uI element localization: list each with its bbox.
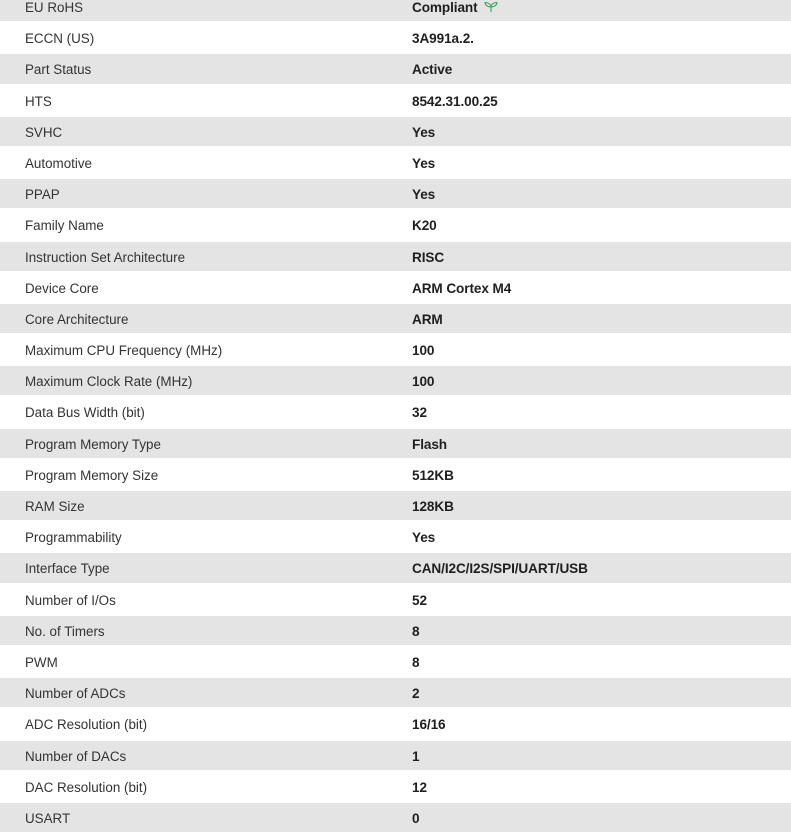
spec-row-pwm [0,647,791,678]
spec-value: Yes [412,155,436,171]
spec-value: Active [412,62,453,78]
spec-value: 100 [412,374,435,390]
spec-value: Yes [412,187,436,203]
spec-value: 0 [412,810,420,826]
spec-row-program-memory-type [0,429,791,460]
spec-row-eu-rohs [0,0,791,23]
spec-row-ppap [0,179,791,210]
spec-label: Interface Type [25,561,110,577]
spec-value: CAN/I2C/I2S/SPI/UART/USB [412,561,588,577]
spec-row-programmability [0,522,791,553]
spec-label: Program Memory Type [25,436,161,452]
spec-row-interface-type [0,553,791,584]
spec-label: RAM Size [25,499,85,514]
spec-value: Flash [412,436,448,452]
leaf-icon [484,0,498,5]
spec-row-dac-resolution [0,772,791,803]
spec-label: Number of I/Os [25,592,116,608]
spec-value [412,0,498,23]
spec-row-program-memory-size [0,460,791,491]
spec-row-max-cpu-frequency [0,335,791,366]
spec-value: 12 [412,779,427,795]
spec-label: Automotive [25,155,92,171]
spec-label: Part Status [25,62,92,78]
spec-value: 100 [412,343,435,359]
spec-row-number-of-dacs [0,741,791,772]
spec-row-eccn [0,23,791,54]
spec-value: 52 [412,592,427,608]
spec-value: 8 [412,623,420,639]
spec-label: EU RoHS [25,0,84,15]
spec-label: Programmability [25,530,122,546]
spec-label: Maximum CPU Frequency (MHz) [25,343,223,359]
spec-row-svhc [0,117,791,148]
spec-label: HTS [25,93,52,109]
spec-label: No. of Timers [25,623,105,639]
spec-label: SVHC [25,124,63,140]
spec-label: Instruction Set Architecture [25,249,186,265]
spec-value: 16/16 [412,717,446,733]
spec-label: Program Memory Size [25,467,159,483]
spec-value: 8542.31.00.25 [412,93,498,109]
spec-label: DAC Resolution (bit) [25,779,148,795]
spec-value: 2 [412,686,420,702]
spec-row-number-of-ios [0,585,791,616]
spec-label: Data Bus Width (bit) [25,405,145,421]
spec-value: ARM [412,311,443,327]
spec-label: PPAP [25,187,60,203]
spec-value: 512KB [412,467,454,483]
spec-value: Yes [412,530,436,546]
spec-row-usart [0,803,791,834]
spec-label: Device Core [25,280,99,296]
spec-label: Core Architecture [25,311,129,327]
spec-value: 1 [412,748,420,764]
spec-row-part-status [0,54,791,85]
spec-value: 32 [412,405,427,421]
spec-row-adc-resolution [0,709,791,740]
spec-row-max-clock-rate [0,366,791,397]
spec-row-automotive [0,148,791,179]
spec-row-hts [0,86,791,117]
spec-row-data-bus-width [0,397,791,428]
spec-label: Number of ADCs [25,686,126,702]
spec-label: Family Name [25,218,104,234]
spec-label: PWM [25,654,58,670]
spec-value: K20 [412,218,437,234]
spec-label: Maximum Clock Rate (MHz) [25,374,193,390]
spec-value: 3A991a.2. [412,31,474,47]
spec-label: Number of DACs [25,748,127,764]
spec-row-ram-size [0,491,791,522]
spec-row-core-architecture [0,304,791,335]
spec-row-family-name [0,210,791,241]
spec-label: ADC Resolution (bit) [25,717,148,733]
spec-value: RISC [412,249,445,265]
spec-row-device-core [0,273,791,304]
spec-row-number-of-timers [0,616,791,647]
spec-value: Yes [412,124,436,140]
spec-label: ECCN (US) [25,31,95,47]
spec-row-number-of-adcs [0,678,791,709]
spec-value: 128KB [412,499,454,514]
spec-label: USART [25,810,71,826]
spec-value: ARM Cortex M4 [412,280,512,296]
spec-value: 8 [412,654,420,670]
spec-row-instruction-set [0,242,791,273]
spec-value-text: Compliant [412,0,478,15]
